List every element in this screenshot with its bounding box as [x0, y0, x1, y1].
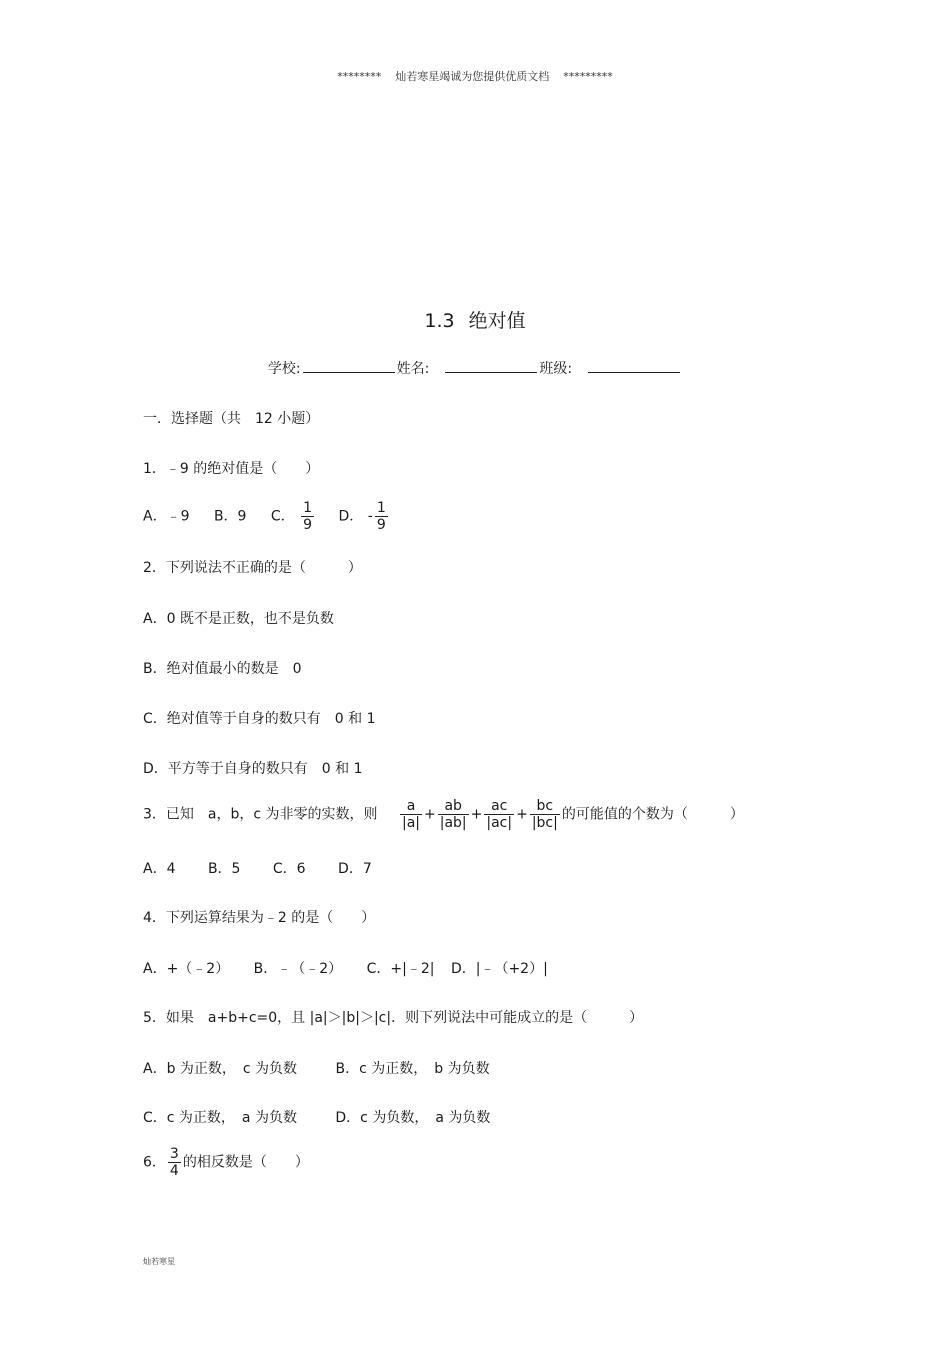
title-text: 绝对值	[468, 310, 526, 332]
fraction-numerator: 1	[376, 500, 386, 516]
q4-option-b: B．﹣（﹣2）	[253, 961, 343, 977]
q6-stem-text: 的相反数是（ ）	[182, 1154, 309, 1171]
plus-sign: +	[470, 806, 483, 823]
q5-options-row1	[143, 1058, 490, 1078]
q3-stem-post: 的可能值的个数为（ ）	[561, 806, 744, 823]
q3-fraction-ab	[438, 798, 469, 831]
q3-option-d: D．7	[338, 861, 372, 877]
q3-stem	[143, 798, 744, 831]
q2-option-a: A．0 既不是正数，也不是负数	[143, 611, 334, 627]
name-label: 姓名:	[396, 361, 430, 377]
q5-option-a: A．b 为正数， c 为负数	[143, 1061, 298, 1077]
header-text: 灿若寒星竭诚为您提供优质文档	[395, 70, 550, 83]
plus-sign: +	[516, 806, 528, 823]
q3-fraction-ac	[484, 798, 514, 831]
q2-option-c: C．绝对值等于自身的数只有 0 和 1	[143, 711, 376, 727]
title-number: 1.3	[424, 310, 455, 332]
q1-option-c-fraction	[301, 500, 314, 533]
fraction-numerator: bc	[536, 798, 554, 814]
q3-option-c: C．6	[272, 861, 306, 877]
q3-option-b: B．5	[207, 861, 241, 877]
fraction-denominator: 4	[169, 1163, 179, 1179]
q3-fraction-bc	[530, 798, 560, 831]
fraction-denominator: |ab|	[439, 815, 467, 831]
fraction-denominator: 9	[376, 517, 386, 533]
q3-fraction-a	[400, 798, 422, 831]
q4-stem: 4．下列运算结果为﹣2 的是（ ）	[143, 910, 376, 926]
q6-prefix: 6．	[143, 1154, 166, 1171]
q4-options	[143, 958, 548, 978]
q4-option-a: A．+（﹣2）	[143, 961, 230, 977]
q3-stem-pre: 3．已知 a，b，c 为非零的实数，则	[143, 806, 378, 823]
school-label: 学校:	[267, 361, 301, 377]
fraction-denominator: |ac|	[486, 815, 513, 831]
fraction-denominator: |a|	[401, 815, 420, 831]
class-blank	[588, 359, 680, 373]
q6-stem	[143, 1146, 309, 1179]
q1-options	[143, 500, 390, 533]
name-blank	[445, 359, 537, 373]
plus-sign: +	[424, 806, 436, 823]
q3-options	[143, 858, 372, 878]
class-label: 班级:	[539, 361, 573, 377]
q4-option-c: C．+|﹣2|	[366, 961, 435, 977]
q1-stem: 1．﹣9 的绝对值是（ ）	[143, 461, 320, 477]
page-title	[0, 306, 950, 333]
school-blank	[303, 359, 395, 373]
fraction-numerator: a	[406, 798, 416, 814]
fraction-numerator: 3	[169, 1146, 179, 1162]
fraction-numerator: ac	[491, 798, 508, 814]
fraction-numerator: ab	[444, 798, 462, 814]
q5-option-c: C．c 为正数， a 为负数	[143, 1110, 297, 1126]
fraction-numerator: 1	[303, 500, 313, 516]
fraction-denominator: 9	[303, 517, 313, 533]
q1-option-b: B．9	[213, 508, 247, 525]
q1-option-d: D．	[338, 508, 364, 525]
q1-option-a: A．﹣9	[143, 508, 190, 525]
q2-option-b: B．绝对值最小的数是 0	[143, 661, 302, 677]
student-info-line	[0, 358, 950, 378]
q5-option-b: B．c 为正数， b 为负数	[335, 1061, 490, 1077]
q5-stem: 5．如果 a+b+c=0，且 |a|＞|b|＞|c|．则下列说法中可能成立的是（ ）	[143, 1010, 644, 1026]
header-stars-right: *********	[563, 70, 613, 83]
fraction-denominator: |bc|	[531, 815, 558, 831]
header-stars-left: ********	[337, 70, 382, 83]
q2-option-d: D．平方等于自身的数只有 0 和 1	[143, 761, 363, 777]
page-header	[0, 68, 950, 84]
page-footer: 灿若寒星	[143, 1257, 175, 1266]
q5-option-d: D．c 为负数， a 为负数	[335, 1110, 491, 1126]
q4-option-d: D．|﹣（+2）|	[450, 961, 548, 977]
section-heading: 一．选择题（共 12 小题）	[143, 411, 320, 427]
q2-stem: 2．下列说法不正确的是（ ）	[143, 560, 362, 576]
q5-options-row2	[143, 1107, 490, 1127]
q3-option-a: A．4	[143, 861, 176, 877]
q6-fraction	[168, 1146, 181, 1179]
q1-option-c: C．	[270, 508, 295, 525]
q1-option-d-fraction	[375, 500, 388, 533]
q1-option-d-sign: -	[367, 508, 373, 525]
